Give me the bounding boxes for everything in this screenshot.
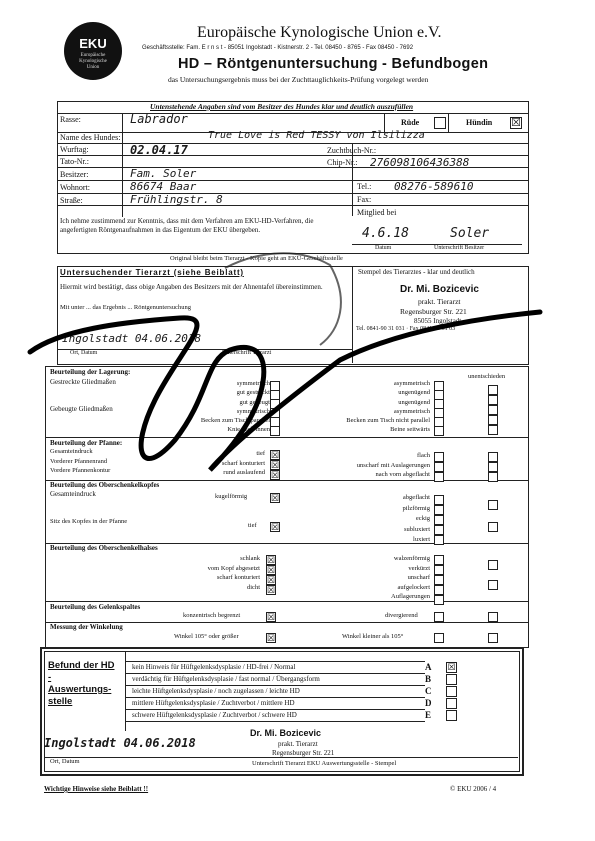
kopf-left-0: kugelförmig bbox=[215, 493, 248, 500]
consent-text: Ich nehme zustimmend zur Kenntnis, dass mit dem Verfahren am EKU-HD-Verfahren, die angefertigten Röntgenaufnahmen in das Eigentum der EKU übergeben. bbox=[60, 217, 314, 234]
befund-place-date-value[interactable]: Ingolstadt 04.06.2018 bbox=[44, 736, 196, 750]
pfanne-left-0: tief bbox=[256, 450, 265, 457]
vet-stamp-tel: Tel. 0841-90 31 031 · Fax 0841-90 31 03 bbox=[356, 326, 456, 332]
cb-hals-l3[interactable]: ☒ bbox=[267, 585, 276, 595]
befund-stamp-title: prakt. Tierarzt bbox=[278, 740, 318, 748]
org-name: Europäische Kynologische Union e.V. bbox=[197, 24, 442, 41]
kopf-left-1: tief bbox=[248, 522, 257, 529]
winkel-left: Winkel 105° oder größer bbox=[174, 633, 239, 640]
lagerung-left-3: symmetrisch bbox=[236, 407, 270, 415]
cb-spalt-l[interactable]: ☒ bbox=[267, 612, 276, 622]
gestreckte-label: Gestreckte Gliedmaßen bbox=[50, 378, 116, 386]
cb-kopf-l0[interactable]: ☒ bbox=[271, 493, 280, 503]
besitzer-value[interactable]: Fam. Soler bbox=[130, 167, 197, 180]
befund-signature-label: Unterschrift Tierarzt EKU Auswertungsstelle - Stempel bbox=[252, 760, 397, 767]
wohnort-label: Wohnort: bbox=[60, 183, 91, 192]
rasse-label: Rasse: bbox=[60, 115, 81, 124]
lagerung-left-2: gut gebeugt bbox=[239, 398, 270, 406]
owner-date-label: Datum bbox=[375, 245, 392, 251]
cb-hals-l0[interactable]: ☒ bbox=[267, 555, 276, 565]
tel-value[interactable]: 08276-589610 bbox=[394, 180, 474, 193]
lagerung-right-2: ungenügend bbox=[398, 398, 430, 406]
owner-signature-label: Unterschrift Besitzer bbox=[434, 245, 485, 251]
befund-letter-b: B bbox=[425, 674, 432, 684]
tel-label: Tel.: bbox=[357, 182, 372, 191]
befund-place-date-label: Ort, Datum bbox=[50, 758, 80, 765]
lagerung-right-0: asymmetrisch bbox=[393, 380, 430, 387]
lagerung-left-4: Becken zum Tisch parallel bbox=[200, 417, 270, 425]
vet-confirm-text: Hiermit wird bestätigt, dass obige Angaben des Besitzers mit der Ahnentafel übereinstimmen. bbox=[60, 283, 323, 291]
chip-label: Chip-Nr.: bbox=[327, 158, 358, 167]
pfanne-label-0: Gesamteindruck bbox=[50, 448, 93, 455]
wurftag-label: Wurftag: bbox=[60, 145, 89, 154]
org-address: Geschäftsstelle: Fam. E r n s t - 85051 Ingolstadt - Kistnerstr. 2 - Tel. 08450 - 8765 - Fax 08450 - 7692 bbox=[142, 45, 414, 51]
pfanne-right-0: flach bbox=[417, 452, 430, 459]
strasse-label: Straße: bbox=[60, 196, 83, 205]
kopf-right-4: luxiert bbox=[413, 536, 430, 543]
befund-option-e: schwere Hüftgelenksdysplasie / Zuchtverbot / schwere HD bbox=[132, 711, 297, 719]
pfanne-heading: Beurteilung der Pfanne: bbox=[50, 439, 123, 447]
footer-note: Wichtige Hinweise siehe Beiblatt !! bbox=[44, 785, 149, 793]
vet-place-date-label: Ort, Datum bbox=[70, 350, 98, 356]
huendin-label: Hündin bbox=[466, 118, 493, 127]
winkel-right: Winkel kleiner als 105° bbox=[342, 633, 404, 640]
pfanne-label-1: Vorderer Pfannenrand bbox=[50, 457, 108, 465]
wurftag-value[interactable]: 02.04.17 bbox=[130, 143, 188, 157]
kopf-right-2: eckig bbox=[415, 515, 430, 522]
rasse-value[interactable]: Labrador bbox=[130, 112, 188, 126]
mitglied-label: Mitglied bei bbox=[357, 208, 397, 217]
spalt-heading: Beurteilung des Gelenkspaltes bbox=[50, 603, 141, 611]
befund-letter-e: E bbox=[425, 710, 432, 720]
kopf-right-3: subluxiert bbox=[404, 525, 430, 533]
logo-text-1: Europäische bbox=[80, 53, 106, 58]
vet-stamp-title: prakt. Tierarzt bbox=[418, 297, 461, 306]
scribble-stroke-2 bbox=[225, 253, 341, 345]
befund-cb-a[interactable]: ☒ bbox=[447, 662, 456, 672]
pfanne-right-1: unscharf mit Auslagerungen bbox=[356, 461, 430, 469]
befund-option-c: leichte Hüftgelenksdysplasie / noch zugelassen / leichte HD bbox=[132, 687, 300, 695]
owner-date-value[interactable]: 4.6.18 bbox=[362, 226, 409, 241]
vet-signature-label: Unterschrift Tierarzt bbox=[222, 350, 272, 356]
lagerung-right-3: asymmetrisch bbox=[393, 407, 430, 415]
spalt-right: divergierend bbox=[385, 612, 418, 619]
cb-winkel-l[interactable]: ☒ bbox=[267, 633, 276, 643]
hals-right-4: Auflagerungen bbox=[391, 593, 430, 600]
ruede-label: Rüde bbox=[401, 118, 420, 127]
befund-letter-c: C bbox=[425, 686, 432, 696]
kopf-right-1: pilzförmig bbox=[402, 504, 430, 512]
hals-left-3: dicht bbox=[247, 583, 260, 591]
kopf-right-0: abgeflacht bbox=[402, 494, 430, 501]
vet-stamp-street: Regensburger Str. 221 bbox=[400, 307, 467, 316]
huendin-checkbox[interactable]: ☒ bbox=[511, 117, 521, 129]
befund-option-a: kein Hinweis für Hüftgelenksdysplasie / HD-frei / Normal bbox=[132, 663, 296, 671]
winkel-heading: Messung der Winkelung bbox=[50, 623, 123, 631]
cb-pfanne-l0[interactable]: ☒ bbox=[271, 450, 280, 460]
hals-left-0: schlank bbox=[240, 555, 260, 562]
kopf-heading: Beurteilung des Oberschenkelkopfes bbox=[50, 481, 160, 489]
original-note: Original bleibt beim Tierarzt - Kopie geht an EKU-Geschäftsstelle bbox=[170, 255, 343, 262]
befund-heading: Befund der HD - Auswertungs- stelle bbox=[48, 660, 115, 707]
logo-text-3: Union bbox=[86, 65, 100, 70]
cb-pfanne-l2[interactable]: ☒ bbox=[271, 470, 280, 480]
hals-right-3: aufgelockert bbox=[397, 583, 430, 591]
hals-right-2: unscharf bbox=[407, 574, 430, 581]
owner-signature[interactable]: Soler bbox=[450, 226, 490, 241]
logo-text-eku: EKU bbox=[79, 36, 107, 51]
kopf-sitz-label: Sitz des Kopfes in der Pfanne bbox=[50, 518, 128, 525]
hals-right-0: walzenförmig bbox=[393, 555, 430, 562]
hals-heading: Beurteilung des Oberschenkelhalses bbox=[50, 544, 158, 552]
hals-left-2: scharf konturiert bbox=[216, 574, 260, 581]
form-title: HD – Röntgenuntersuchung - Befundbogen bbox=[178, 56, 489, 72]
befund-option-d: mittlere Hüftgelenksdysplasie / Zuchtverbot / mittlere HD bbox=[132, 699, 295, 707]
unentschieden-label: unentschieden bbox=[468, 373, 506, 380]
kopf-gesamt-label: Gesamteindruck bbox=[50, 490, 96, 498]
lagerung-right-5: Beine seitwärts bbox=[390, 426, 430, 434]
wohnort-value[interactable]: 86674 Baar bbox=[130, 180, 197, 193]
vet-place-date-value[interactable]: Ingolstadt 04.06.2018 bbox=[62, 332, 202, 345]
cb-hals-l1[interactable]: ☒ bbox=[267, 565, 276, 575]
pfanne-left-2: rund auslaufend bbox=[223, 469, 265, 476]
gebeugte-label: Gebeugte Gliedmaßen bbox=[50, 405, 113, 413]
zuchtbuch-label: Zuchtbuch-Nr.: bbox=[327, 146, 377, 155]
befund-stamp-name: Dr. Mi. Bozicevic bbox=[250, 728, 322, 738]
lagerung-right-4: Becken zum Tisch nicht parallel bbox=[346, 417, 430, 425]
lagerung-left-0: symmetrisch bbox=[236, 380, 270, 387]
scribble-stroke bbox=[30, 312, 540, 470]
lagerung-left-5: Knie nach innen bbox=[227, 426, 270, 434]
besitzer-label: Besitzer: bbox=[60, 170, 89, 179]
vet-stamp-label: Stempel des Tierarztes - klar und deutlich bbox=[358, 268, 475, 276]
form-subtitle: das Untersuchungsergebnis muss bei der Zuchttauglichkeits-Prüfung vorgelegt werden bbox=[168, 75, 429, 84]
logo-text-2: Kynologische bbox=[79, 59, 107, 64]
pfanne-left-1: scharf konturiert bbox=[221, 459, 265, 467]
befund-letter-d: D bbox=[425, 698, 432, 708]
vet-stamp-city: 85055 Ingolstadt bbox=[414, 317, 462, 325]
befund-letter-a: A bbox=[425, 662, 432, 672]
hals-left-1: vom Kopf abgesetzt bbox=[207, 564, 260, 572]
lagerung-left-1: gut gestreckt bbox=[236, 389, 270, 397]
owner-heading: Untenstehende Angaben sind vom Besitzer des Hundes klar und deutlich auszufüllen bbox=[150, 102, 414, 111]
vet-heading: Untersuchender Tierarzt (siehe Beiblatt) bbox=[60, 268, 244, 277]
spalt-left: konzentrisch begrenzt bbox=[183, 612, 241, 619]
fax-label: Fax: bbox=[357, 195, 372, 204]
cb-pfanne-l1[interactable]: ☒ bbox=[271, 460, 280, 470]
chip-value[interactable]: 276098106436388 bbox=[370, 156, 470, 169]
name-label: Name des Hundes: bbox=[60, 133, 121, 142]
lagerung-heading: Beurteilung der Lagerung: bbox=[50, 368, 131, 376]
footer-copyright: © EKU 2006 / 4 bbox=[450, 785, 497, 793]
vet-mit-unter: Mit unter ... das Ergebnis ... Röntgenuntersuchung bbox=[60, 304, 191, 311]
cb-hals-l2[interactable]: ☒ bbox=[267, 575, 276, 585]
pfanne-label-2: Vordere Pfannenkontur bbox=[50, 467, 111, 474]
lagerung-right-1: ungenügend bbox=[398, 389, 430, 397]
strasse-value[interactable]: Frühlingstr. 8 bbox=[130, 193, 223, 206]
pfanne-right-2: nach vorn abgeflacht bbox=[375, 471, 430, 478]
befund-stamp-street: Regensburger Str. 221 bbox=[272, 749, 335, 757]
cb-kopf-l1[interactable]: ☒ bbox=[271, 522, 280, 532]
tato-label: Tato-Nr.: bbox=[60, 157, 89, 166]
vet-stamp-name: Dr. Mi. Bozicevic bbox=[400, 284, 479, 295]
befund-option-b: verdächtig für Hüftgelenksdysplasie / fast normal / Übergangsform bbox=[132, 675, 320, 683]
name-value[interactable]: True Love is Red TESSY von Ilsilizza bbox=[208, 130, 425, 141]
hals-right-1: verkürzt bbox=[408, 564, 430, 572]
